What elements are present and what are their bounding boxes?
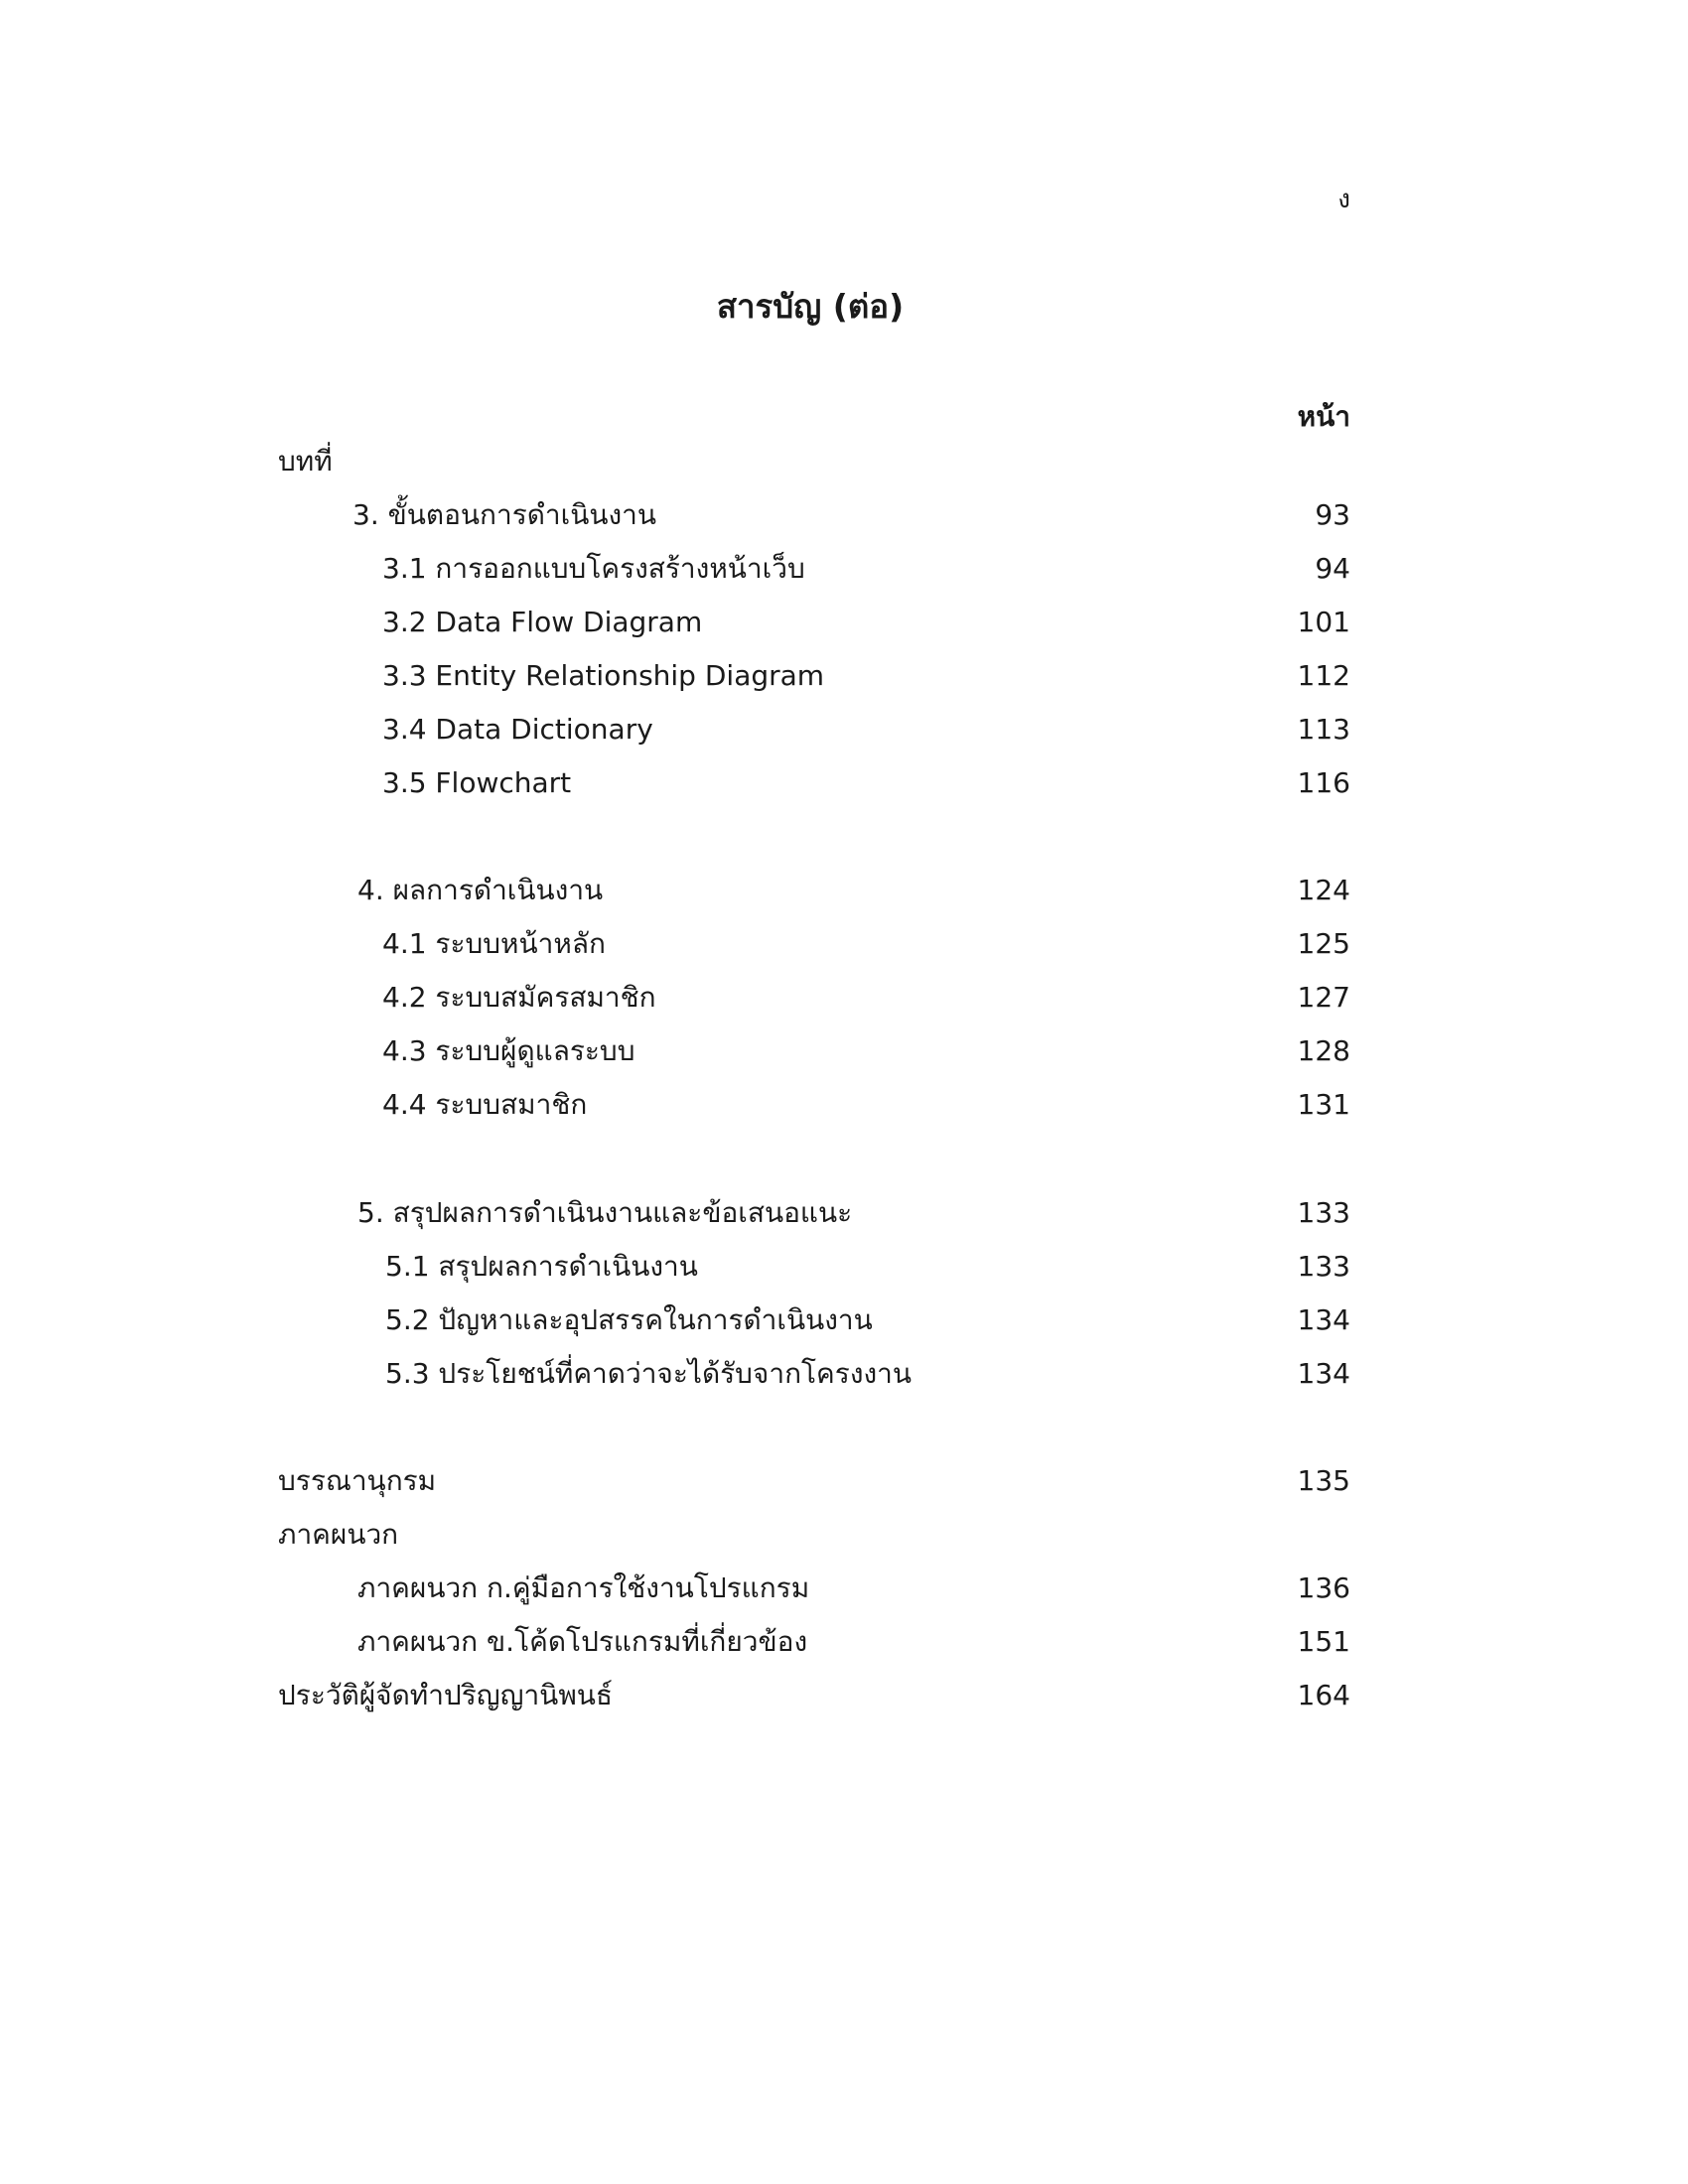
- toc-entry[interactable]: 5.3 ประโยชน์ที่คาดว่าจะได้รับจากโครงงาน 134: [385, 1357, 1350, 1390]
- toc-entry[interactable]: 4.4 ระบบสมาชิก 131: [382, 1088, 1350, 1121]
- toc-entry[interactable]: 5. สรุปผลการดำเนินงานและข้อเสนอแนะ 133: [357, 1196, 1350, 1229]
- page-column-header: หน้า: [1297, 400, 1350, 433]
- toc-entry[interactable]: 4.2 ระบบสมัครสมาชิก 127: [382, 981, 1350, 1014]
- page-title: สารบัญ (ต่อ): [716, 287, 905, 326]
- toc-entry[interactable]: ภาคผนวก ก.คู่มือการใช้งานโปรแกรม 136: [357, 1571, 1350, 1604]
- toc-entry[interactable]: 5.2 ปัญหาและอุปสรรคในการดำเนินงาน 134: [385, 1303, 1350, 1336]
- toc-entry[interactable]: 4.3 ระบบผู้ดูแลระบบ 128: [382, 1034, 1350, 1067]
- toc-entry[interactable]: 3. ขั้นตอนการดำเนินงาน 93: [352, 498, 1350, 531]
- toc-entry[interactable]: 3.4 Data Dictionary 113: [382, 713, 1350, 746]
- toc-entry[interactable]: 3.3 Entity Relationship Diagram 112: [382, 659, 1350, 692]
- toc-entry[interactable]: 3.5 Flowchart 116: [382, 766, 1350, 799]
- toc-entry[interactable]: บรรณานุกรม 135: [278, 1464, 1350, 1497]
- toc-entry[interactable]: ประวัติผู้จัดทำปริญญานิพนธ์ 164: [278, 1679, 1350, 1711]
- toc-section-label: บทที่: [278, 445, 333, 478]
- toc-entry[interactable]: 3.1 การออกแบบโครงสร้างหน้าเว็บ 94: [382, 552, 1350, 585]
- toc-entry[interactable]: ภาคผนวก: [278, 1518, 399, 1551]
- toc-entry[interactable]: 4. ผลการดำเนินงาน 124: [357, 874, 1350, 906]
- toc-entry[interactable]: 4.1 ระบบหน้าหลัก 125: [382, 927, 1350, 960]
- page-number: ง: [1337, 185, 1350, 214]
- toc-entry[interactable]: 3.2 Data Flow Diagram 101: [382, 606, 1350, 638]
- toc-entry[interactable]: ภาคผนวก ข.โค้ดโปรแกรมที่เกี่ยวข้อง 151: [357, 1625, 1350, 1658]
- toc-entry[interactable]: 5.1 สรุปผลการดำเนินงาน 133: [385, 1250, 1350, 1283]
